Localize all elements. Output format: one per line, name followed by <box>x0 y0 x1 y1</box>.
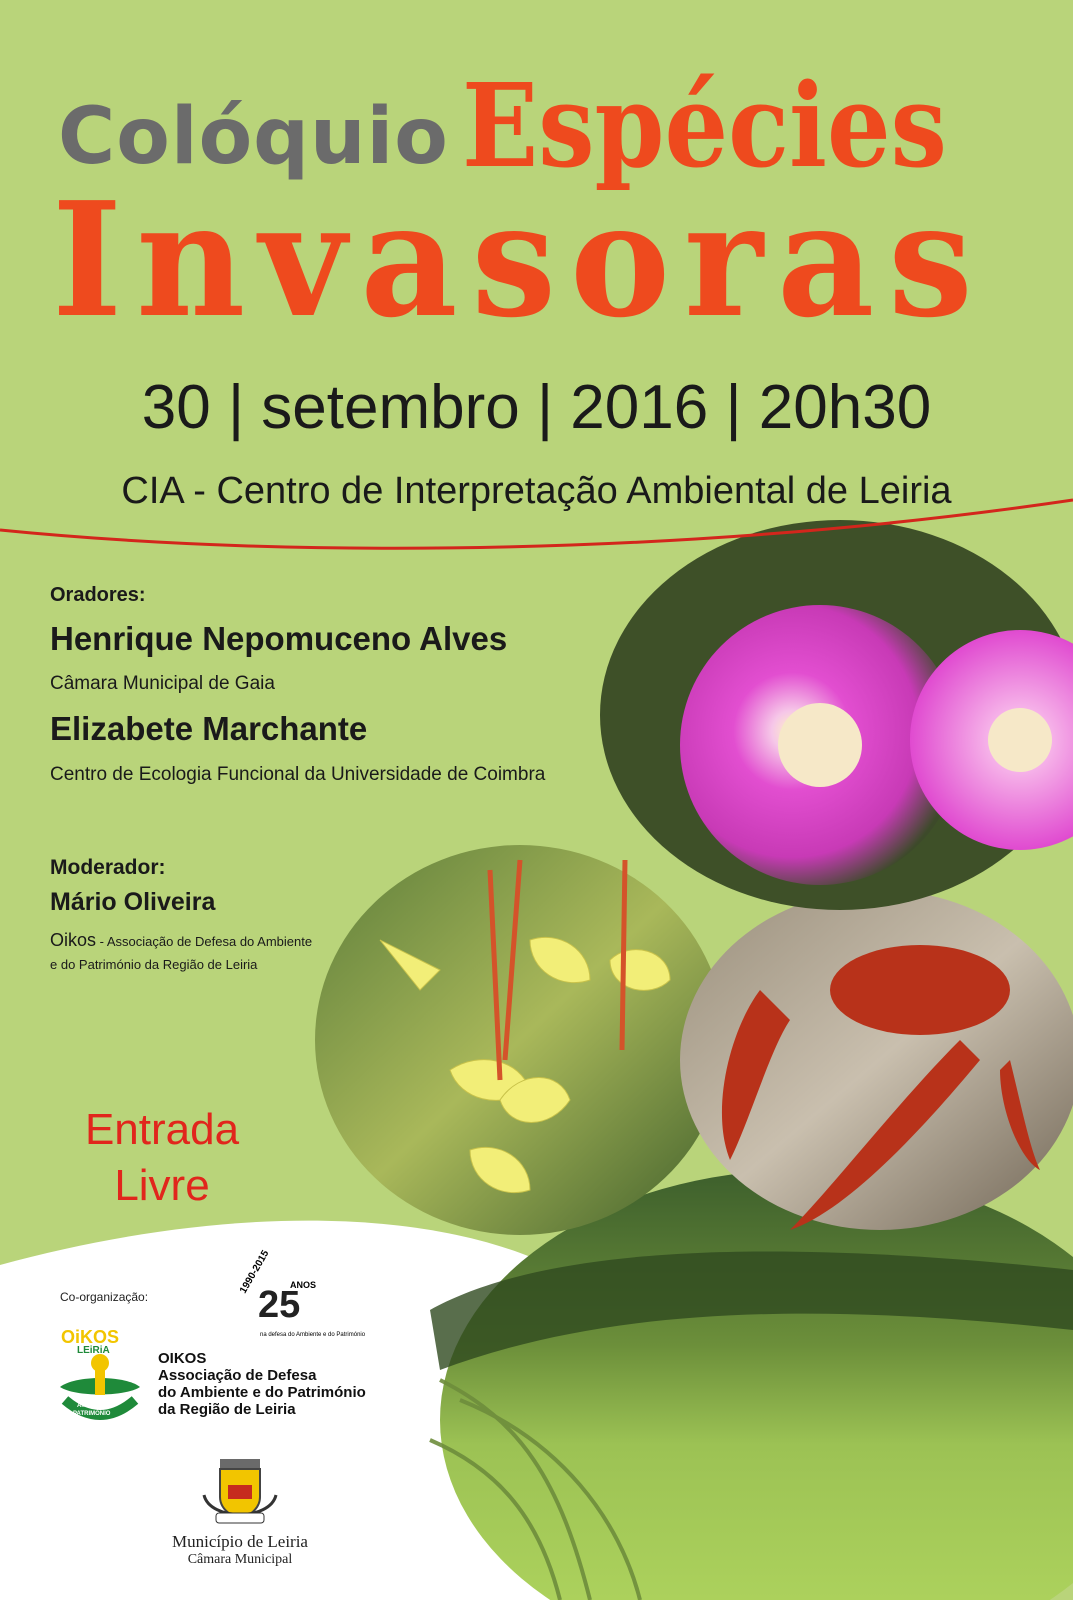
oikos-line: OIKOS <box>158 1350 207 1367</box>
speakers-heading: Oradores: <box>50 584 146 606</box>
oikos-line: da Região de Leiria <box>158 1401 296 1418</box>
oikos-logo <box>55 1327 145 1425</box>
oikos-logo-text: PATRIMÓNIO <box>73 1411 111 1417</box>
camara-name: Câmara Municipal <box>187 1552 293 1567</box>
moderator-org-desc: - Associação de Defesa do Ambiente <box>96 934 313 949</box>
anniversary-badge <box>238 1248 366 1350</box>
municipio-name: Município de Leiria <box>172 1532 308 1551</box>
moderator-org-name: Oikos <box>50 930 97 950</box>
oikos-logo-text: LEiRiA <box>77 1345 110 1356</box>
admission-line: Entrada <box>84 1105 240 1154</box>
admission-label <box>42 1102 282 1214</box>
speaker-name: Henrique Nepomuceno Alves <box>50 620 508 657</box>
municipio-crest-icon <box>198 1455 282 1531</box>
oikos-description <box>158 1350 366 1418</box>
moderator-heading: Moderador: <box>50 856 166 879</box>
moderator-name: Mário Oliveira <box>50 888 216 916</box>
speaker-name: Elizabete Marchante <box>50 710 368 747</box>
municipio-label <box>140 1532 340 1568</box>
event-date-line: 30 | setembro | 2016 | 20h30 <box>141 373 932 442</box>
anniversary-tagline: na defesa do Ambiente e do Património <box>260 1332 366 1338</box>
title-invasoras: Invasoras <box>52 168 987 353</box>
event-venue: CIA - Centro de Interpretação Ambiental de Leiria <box>121 470 952 512</box>
speaker-affiliation: Câmara Municipal de Gaia <box>50 673 275 694</box>
title-especies: Espécies <box>462 58 947 194</box>
title-coloquio: Colóquio <box>58 92 449 182</box>
anniversary-unit: ANOS <box>290 1280 317 1290</box>
coorganization-label: Co-organização: <box>60 1290 149 1304</box>
moderator-org-desc: e do Património da Região de Leiria <box>50 957 258 972</box>
oikos-line: do Ambiente e do Património <box>158 1384 366 1401</box>
oikos-logo-text: AMBIENTE <box>77 1403 109 1409</box>
oikos-line: Associação de Defesa <box>158 1367 317 1384</box>
oikos-logo-text: OiKOS <box>61 1327 120 1347</box>
admission-line: Livre <box>114 1161 210 1210</box>
speaker-affiliation: Centro de Ecologia Funcional da Universidade de Coimbra <box>50 764 546 785</box>
moderator-org <box>50 930 312 951</box>
anniversary-years: 1990-2015 <box>238 1248 272 1296</box>
anniversary-number: 25 <box>258 1284 301 1326</box>
